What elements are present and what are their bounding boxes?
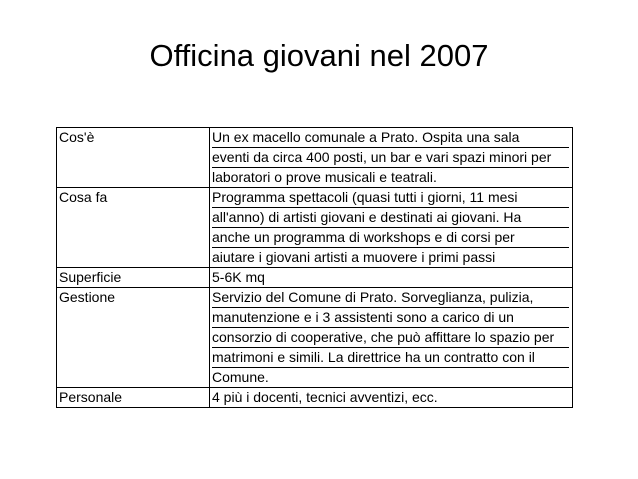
value-line: all'anno) di artisti giovani e destinati ai giovani. Ha [212,208,569,228]
row-label: Personale [57,388,210,408]
value-line: Programma spettacoli (quasi tutti i giorni, 11 mesi [212,188,569,208]
row-value [210,288,573,388]
value-line: consorzio di cooperative, che può affittare lo spazio per [212,328,569,348]
value-line: manutenzione e i 3 assistenti sono a carico di un [212,308,569,328]
value-line: anche un programma di workshops e di corsi per [212,228,569,248]
row-label: Superficie [57,268,210,288]
value-line: laboratori o prove musicali e teatrali. [212,169,437,185]
value-line: 5-6K mq [212,269,265,285]
table-row-cosa-fa [57,188,573,268]
value-line: Servizio del Comune di Prato. Sorveglianza, pulizia, [212,288,569,308]
table-row-gestione [57,288,573,388]
row-label: Gestione [57,288,210,388]
table-row-personale [57,388,573,408]
table-row-cose [57,128,573,188]
value-line: matrimoni e simili. La direttrice ha un contratto con il [212,348,569,368]
info-table [56,127,573,408]
row-value [210,268,573,288]
row-label: Cos'è [57,128,210,188]
table-row-superficie [57,268,573,288]
value-line: Comune. [212,369,269,385]
row-label: Cosa fa [57,188,210,268]
row-value [210,388,573,408]
value-line: 4 più i docenti, tecnici avventizi, ecc. [212,389,438,405]
value-line: aiutare i giovani artisti a muovere i primi passi [212,249,496,265]
value-line: eventi da circa 400 posti, un bar e vari spazi minori per [212,148,569,168]
slide-title: Officina giovani nel 2007 [149,38,489,73]
row-value [210,128,573,188]
value-line: Un ex macello comunale a Prato. Ospita una sala [212,128,569,148]
row-value [210,188,573,268]
